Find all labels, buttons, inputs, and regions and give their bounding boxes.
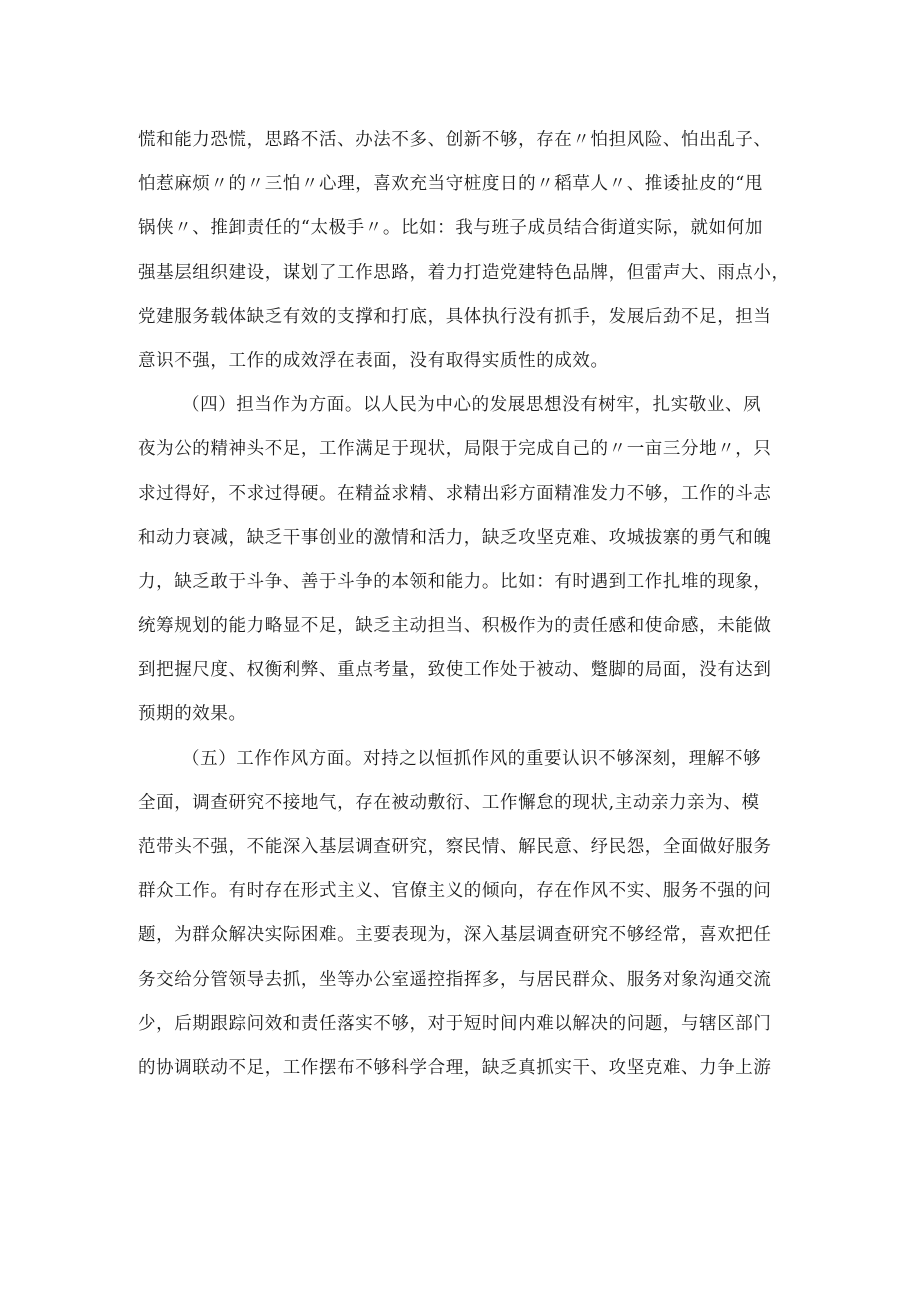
text-line: 求过得好，不求过得硬。在精益求精、求精出彩方面精准发力不够，工作的斗志 xyxy=(138,483,772,504)
text-line: （五）工作作风方面。对持之以恒抓作风的重要认识不够深刻，理解不够 xyxy=(182,748,762,769)
text-line: 少，后期跟踪问效和责任落实不够，对于短时间内难以解决的问题，与辖区部门 xyxy=(138,1013,772,1034)
paragraph-work-style xyxy=(138,737,788,1091)
text-line: 怕惹麻烦〃的〃三怕〃心理，喜欢充当守桩度日的〃稻草人〃、推诿扯皮的“甩 xyxy=(138,174,763,195)
text-line: 务交给分管领导去抓，坐等办公室遥控指挥多，与居民群众、服务对象沟通交流 xyxy=(138,969,772,990)
text-line: 锅侠〃、推卸责任的“太极手〃。比如：我与班子成员结合街道实际，就如何加 xyxy=(138,218,763,239)
text-line: 夜为公的精神头不足，工作满足于现状，局限于完成自己的〃一亩三分地〃，只 xyxy=(138,439,772,460)
text-line: 强基层组织建设，谋划了工作思路，着力打造党建特色品牌，但雷声大、雨点小， xyxy=(138,262,790,283)
document-body xyxy=(138,118,788,1090)
text-line: 群众工作。有时存在形式主义、官僚主义的倾向，存在作风不实、服务不强的问 xyxy=(138,881,772,902)
text-line: 的协调联动不足，工作摆布不够科学合理，缺乏真抓实干、攻坚克难、力争上游 xyxy=(138,1057,772,1078)
text-line: 慌和能力恐慌，思路不活、办法不多、创新不够，存在〃怕担风险、怕出乱子、 xyxy=(138,130,772,150)
text-line: 全面，调查研究不接地气，存在被动敷衍、工作懈怠的现状,主动亲力亲为、模 xyxy=(138,792,760,813)
text-line: 范带头不强，不能深入基层调查研究，察民情、解民意、纾民怨，全面做好服务 xyxy=(138,837,772,857)
text-line: 到把握尺度、权衡利弊、重点考量，致使工作处于被动、蹩脚的局面，没有达到 xyxy=(138,660,772,681)
paragraph-continuation xyxy=(138,118,788,383)
text-line: 题，为群众解决实际困难。主要表现为，深入基层调查研究不够经常，喜欢把任 xyxy=(138,925,772,946)
text-line: 预期的效果。 xyxy=(138,704,247,725)
paragraph-responsibility xyxy=(138,383,788,737)
text-line: 力，缺乏敢于斗争、善于斗争的本领和能力。比如：有时遇到工作扎堆的现象， xyxy=(138,571,772,592)
text-line: 和动力衰减，缺乏干事创业的激情和活力，缺乏攻坚克难、攻城拔寨的勇气和魄 xyxy=(138,527,772,548)
text-line: 统筹规划的能力略显不足，缺乏主动担当、积极作为的责任感和使命感，未能做 xyxy=(138,616,772,637)
text-line: （四）担当作为方面。以人民为中心的发展思想没有树牢，扎实敬业、夙 xyxy=(182,395,762,416)
text-line: 意识不强，工作的成效浮在表面，没有取得实质性的成效。 xyxy=(138,350,609,371)
text-line: 党建服务载体缺乏有效的支撑和打底，具体执行没有抓手，发展后劲不足，担当 xyxy=(138,306,772,327)
